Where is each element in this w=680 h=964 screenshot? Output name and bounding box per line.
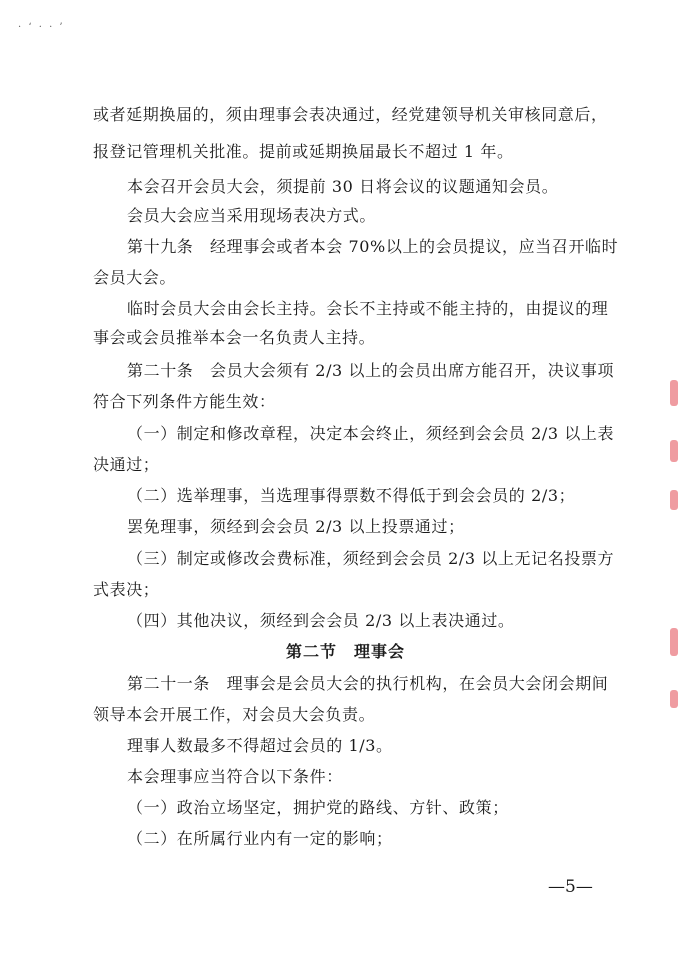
- text-line: （一）政治立场坚定，拥护党的路线、方针、政策；: [127, 798, 509, 817]
- text-line: （二）选举理事，当选理事得票数不得低于到会会员的 2/3；: [127, 486, 576, 505]
- section-heading: 第二节 理事会: [286, 642, 406, 661]
- text-line: 符合下列条件方能生效：: [93, 392, 276, 411]
- text-line: 本会召开会员大会，须提前 30 日将会议的议题通知会员。: [127, 177, 559, 196]
- seal-mark: [670, 490, 678, 510]
- text-line: 第二十条 会员大会须有 2/3 以上的会员出席方能召开，决议事项: [127, 361, 615, 380]
- text-line: 理事人数最多不得超过会员的 1/3。: [127, 736, 393, 755]
- seal-mark: [670, 380, 678, 406]
- text-line: 报登记管理机关批准。提前或延期换届最长不超过 1 年。: [93, 142, 514, 161]
- text-line: 临时会员大会由会长主持。会长不主持或不能主持的，由提议的理: [127, 299, 609, 318]
- seal-mark: [670, 440, 678, 462]
- text-line: 第二十一条 理事会是会员大会的执行机构，在会员大会闭会期间: [127, 674, 609, 693]
- page-number: —5—: [548, 877, 593, 897]
- text-line: 或者延期换届的，须由理事会表决通过，经党建领导机关审核同意后，: [93, 105, 608, 124]
- text-line: （一）制定和修改章程，决定本会终止，须经到会会员 2/3 以上表: [127, 424, 615, 443]
- text-line: （四）其他决议，须经到会会员 2/3 以上表决通过。: [127, 611, 515, 630]
- text-line: 第十九条 经理事会或者本会 70%以上的会员提议，应当召开临时: [127, 237, 619, 256]
- text-line: （三）制定或修改会费标准，须经到会会员 2/3 以上无记名投票方: [127, 549, 615, 568]
- text-line: 领导本会开展工作，对会员大会负责。: [93, 705, 376, 724]
- text-line: 本会理事应当符合以下条件：: [127, 767, 343, 786]
- text-line: 式表决；: [93, 580, 160, 599]
- seal-mark: [670, 628, 678, 656]
- text-line: 决通过；: [93, 455, 160, 474]
- text-line: 会员大会。: [93, 268, 177, 287]
- text-line: （二）在所属行业内有一定的影响；: [127, 829, 393, 848]
- text-line: 会员大会应当采用现场表决方式。: [127, 206, 377, 225]
- text-line: 事会或会员推举本会一名负责人主持。: [93, 328, 376, 347]
- scan-marks: · ‘ · · ’: [18, 22, 65, 33]
- seal-mark: [670, 690, 678, 708]
- text-line: 罢免理事，须经到会会员 2/3 以上投票通过；: [127, 517, 465, 536]
